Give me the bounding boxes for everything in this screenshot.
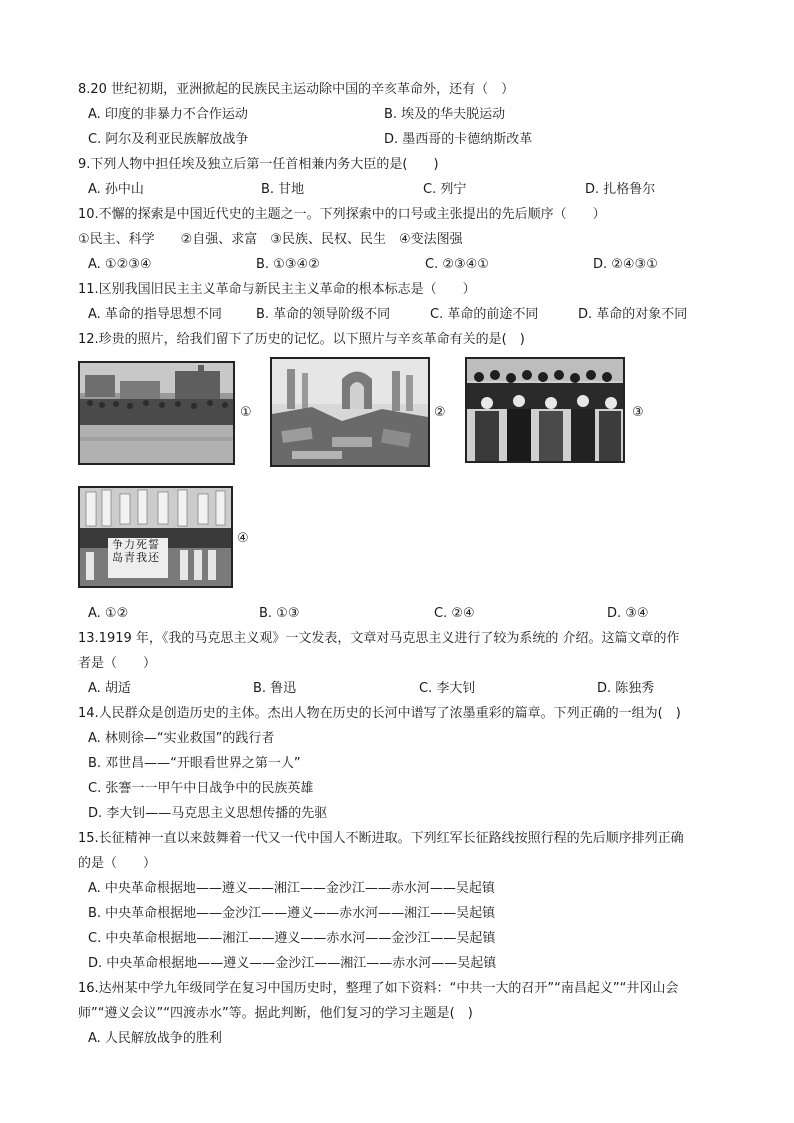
q14-option-c: C. 张謇一一甲午中日战争中的民族英雄 bbox=[88, 781, 314, 796]
q9-option-b: B. 甘地 bbox=[261, 182, 305, 197]
photo-3-label: ③ bbox=[632, 405, 644, 420]
q15-option-b: B. 中央革命根据地——金沙江——遵义——赤水河——湘江——吴起镇 bbox=[88, 906, 496, 921]
q11-option-d: D. 革命的对象不同 bbox=[578, 307, 688, 322]
q15-option-c: C. 中央革命根据地——湘江——遵义——赤水河——金沙江——吴起镇 bbox=[88, 931, 496, 946]
q14-option-d: D. 李大钊——马克思主义思想传播的先驱 bbox=[88, 806, 328, 821]
q9-option-c: C. 列宁 bbox=[423, 182, 467, 197]
q11-option-b: B. 革命的领导阶级不同 bbox=[256, 307, 391, 322]
photo-4-protest bbox=[78, 486, 233, 588]
q14-option-b: B. 邓世昌——“开眼看世界之第一人” bbox=[88, 756, 301, 771]
q9-option-a: A. 孙中山 bbox=[88, 182, 144, 197]
q11-option-a: A. 革命的指导思想不同 bbox=[88, 307, 222, 322]
q11-stem: 11.区别我国旧民主主义革命与新民主主义革命的根本标志是（ ） bbox=[78, 282, 476, 297]
q14-stem: 14.人民群众是创造历史的主体。杰出人物在历史的长河中谱写了浓墨重彩的篇章。下列正确的一组为( ) bbox=[78, 706, 681, 721]
q12-stem: 12.珍贵的照片，给我们留下了历史的记忆。以下照片与辛亥革命有关的是( ) bbox=[78, 332, 525, 347]
q9-stem: 9.下列人物中担任埃及独立后第一任首相兼内务大臣的是( ) bbox=[78, 157, 439, 172]
q15-stem-line-1: 15.长征精神一直以来鼓舞着一代又一代中国人不断进取。下列红军长征路线按照行程的先后顺序排列正确 bbox=[78, 831, 684, 846]
q10-option-c: C. ②③④① bbox=[425, 257, 489, 272]
q15-option-a: A. 中央革命根据地——遵义——湘江——金沙江——赤水河——吴起镇 bbox=[88, 881, 495, 896]
q13-option-d: D. 陈独秀 bbox=[597, 681, 655, 696]
q10-stem: 10.不懈的探索是中国近代史的主题之一。下列探索中的口号或主张提出的先后顺序（ ） bbox=[78, 207, 606, 222]
q15-option-d: D. 中央革命根据地——遵义——金沙江——湘江——赤水河——吴起镇 bbox=[88, 956, 497, 971]
q8-option-a: A. 印度的非暴力不合作运动 bbox=[88, 107, 248, 122]
photo-4-banner-text: 争力死誓 岛青我还 bbox=[112, 538, 160, 564]
q15-stem-line-2: 的是（ ） bbox=[78, 856, 157, 871]
q16-stem-line-1: 16.达州某中学九年级同学在复习中国历史时，整理了如下资料：“中共一大的召开”“南昌起义”“井冈山会 bbox=[78, 981, 679, 996]
q10-option-d: D. ②④③① bbox=[593, 257, 658, 272]
q12-option-c: C. ②④ bbox=[434, 606, 475, 621]
photo-4-label: ④ bbox=[237, 531, 249, 546]
q10-items: ①民主、科学 ②自强、求富 ③民族、民权、民生 ④变法图强 bbox=[78, 232, 463, 247]
q8-option-b: B. 埃及的华夫脱运动 bbox=[384, 107, 506, 122]
q16-option-a: A. 人民解放战争的胜利 bbox=[88, 1031, 222, 1046]
q12-option-a: A. ①② bbox=[88, 606, 129, 621]
q11-option-c: C. 革命的前途不同 bbox=[430, 307, 539, 322]
q16-stem-line-2: 师”“遵义会议”“四渡赤水”等。据此判断，他们复习的学习主题是( ) bbox=[78, 1006, 473, 1021]
q8-option-c: C. 阿尔及利亚民族解放战争 bbox=[88, 132, 249, 147]
photo-2-label: ② bbox=[434, 405, 446, 420]
q8-stem: 8.20 世纪初期，亚洲掀起的民族民主运动除中国的辛亥革命外，还有（ ） bbox=[78, 82, 515, 97]
q13-option-b: B. 鲁迅 bbox=[253, 681, 297, 696]
q13-option-c: C. 李大钊 bbox=[419, 681, 476, 696]
q9-option-d: D. 扎格鲁尔 bbox=[585, 182, 656, 197]
q14-option-a: A. 林则徐—“实业救国”的践行者 bbox=[88, 731, 275, 746]
photo-2-ruins bbox=[270, 357, 430, 467]
q10-option-b: B. ①③④② bbox=[256, 257, 320, 272]
q12-option-b: B. ①③ bbox=[259, 606, 300, 621]
q13-stem-line-2: 者是（ ） bbox=[78, 656, 157, 671]
q13-stem-line-1: 13.1919 年，《我的马克思主义观》一文发表，文章对马克思主义进行了较为系统的 介绍。这篇文章的作 bbox=[78, 631, 680, 646]
photo-1-street-crowd bbox=[78, 361, 235, 465]
photo-3-group-portrait bbox=[465, 357, 625, 463]
q10-option-a: A. ①②③④ bbox=[88, 257, 152, 272]
q13-option-a: A. 胡适 bbox=[88, 681, 131, 696]
photo-1-label: ① bbox=[240, 405, 252, 420]
q8-option-d: D. 墨西哥的卡德纳斯改革 bbox=[384, 132, 533, 147]
q12-option-d: D. ③④ bbox=[607, 606, 649, 621]
